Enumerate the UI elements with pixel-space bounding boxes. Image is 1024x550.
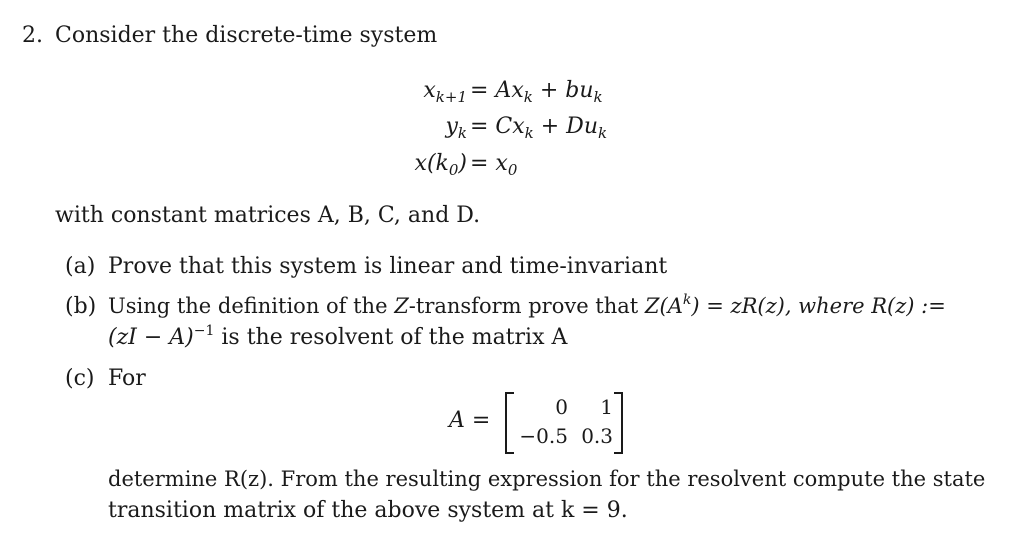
part-c-label: (c): [65, 366, 95, 391]
matrix-a: [505, 392, 623, 452]
problem-intro: Consider the discrete-time system: [55, 23, 438, 48]
problem-number: 2.: [22, 23, 43, 48]
eq1-rhs: = $Ax_k + bu_k$: [470, 78, 603, 106]
eq2-lhs: $y_k$: [445, 114, 467, 142]
part-b-line2: (zI − A)$^{-1}$ is the resolvent of the matrix A: [108, 323, 568, 350]
part-a-text: Prove that this system is linear and time-invariant: [108, 254, 668, 279]
constants-sentence: with constant matrices A, B, C, and D.: [55, 203, 481, 228]
matrix-cell-1-2: 1: [600, 395, 613, 419]
equation-state-update: [0, 77, 1024, 107]
matrix-cell-1-1: 0: [555, 395, 568, 419]
matrix-cell-2-1: −0.5: [519, 424, 568, 448]
equation-initial-condition: [0, 150, 1024, 180]
part-c-text: For: [108, 366, 146, 391]
matrix-right-bracket: [614, 392, 623, 454]
part-c-line1: determine R(z). From the resulting expression for the resolvent compute the state: [108, 467, 986, 491]
part-b-label: (b): [65, 294, 97, 319]
eq2-rhs: = $Cx_k + Du_k$: [470, 114, 608, 142]
part-c-line2: transition matrix of the above system at k = 9.: [108, 498, 628, 523]
matrix-cell-2-2: 0.3: [581, 424, 613, 448]
equation-output: [0, 113, 1024, 143]
eq1-lhs: $x_{k+1}$: [423, 78, 467, 106]
eq3-rhs: = $x_0$: [470, 151, 518, 179]
eq3-lhs: $x(k_0)$: [414, 151, 467, 179]
matrix-name: A =: [449, 408, 491, 433]
part-b-line1: Using the definition of the Z-transform prove that $Z(A^k) = zR(z)$, where R(z) :=: [108, 292, 946, 318]
part-a-label: (a): [65, 254, 96, 279]
